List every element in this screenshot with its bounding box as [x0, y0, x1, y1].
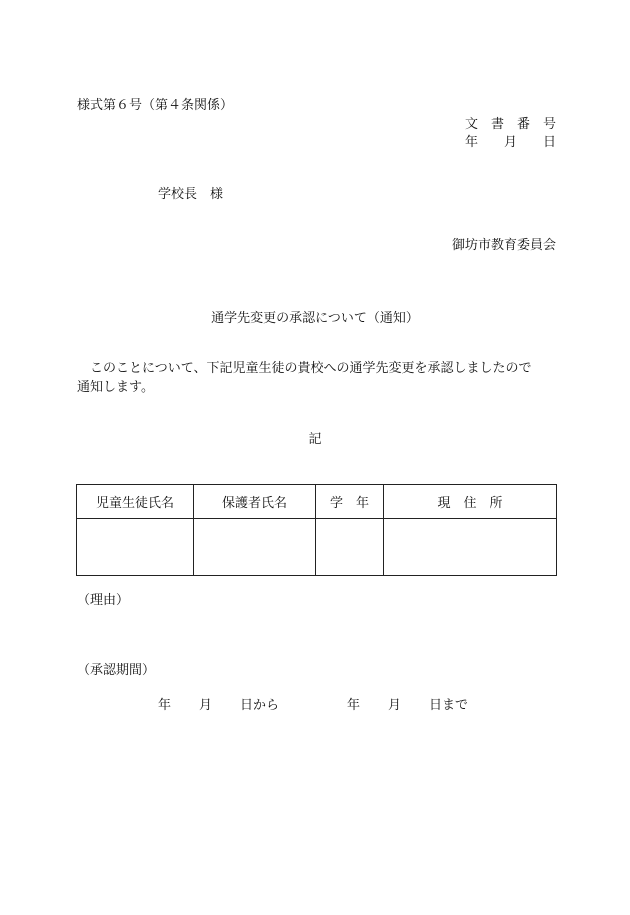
period-to-day: 日まで — [429, 698, 469, 713]
header-address: 現 住 所 — [384, 485, 557, 519]
addressee: 学校長 様 — [158, 187, 224, 202]
document-number-line: 文 書 番 号 — [464, 117, 556, 132]
document-date-line: 年 月 日 — [464, 135, 556, 150]
header-guardian-name: 保護者氏名 — [194, 485, 316, 519]
reason-label: （理由） — [77, 593, 130, 608]
period-from-month: 月 — [199, 698, 213, 713]
period-to-month: 月 — [388, 698, 402, 713]
sender-organization: 御坊市教育委員会 — [451, 238, 556, 253]
period-from-year: 年 — [158, 698, 172, 713]
header-student-name: 児童生徒氏名 — [77, 485, 194, 519]
table-row — [77, 519, 557, 576]
approval-period-label: （承認期間） — [77, 663, 156, 678]
header-grade: 学 年 — [316, 485, 384, 519]
body-text-line-1: このことについて、下記児童生徒の貴校への通学先変更を承認しましたので — [77, 361, 532, 376]
cell-student-name — [77, 519, 194, 576]
cell-guardian-name — [194, 519, 316, 576]
document-title: 通学先変更の承認について（通知） — [211, 311, 419, 326]
period-to-year: 年 — [347, 698, 361, 713]
cell-grade — [316, 519, 384, 576]
student-details-table — [76, 484, 557, 576]
table-header-row — [77, 485, 557, 519]
period-from-day: 日から — [240, 698, 280, 713]
form-number-label: 様式第６号（第４条関係） — [77, 98, 234, 113]
cell-address — [384, 519, 557, 576]
ki-heading: 記 — [308, 432, 322, 447]
body-text-line-2: 通知します。 — [77, 380, 154, 395]
